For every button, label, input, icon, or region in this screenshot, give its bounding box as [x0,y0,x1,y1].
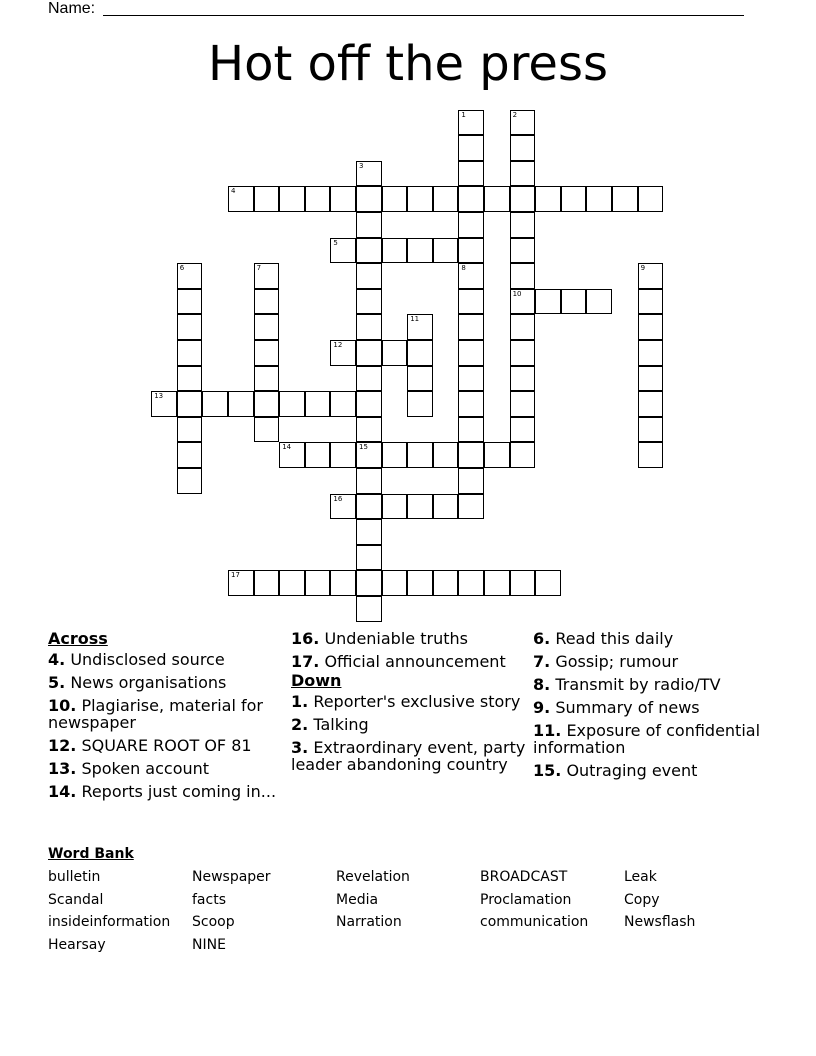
grid-cell[interactable] [458,263,484,289]
grid-cell[interactable] [407,442,433,468]
grid-cell[interactable] [561,289,587,315]
grid-cell[interactable] [382,340,408,366]
grid-cell[interactable] [177,340,203,366]
page-title: Hot off the press [208,36,608,92]
grid-cell[interactable] [254,417,280,443]
grid-cell[interactable] [177,366,203,392]
grid-cell[interactable] [612,186,638,212]
clue-across-17: 17. Official announcement [291,652,506,671]
grid-cell[interactable] [356,314,382,340]
grid-cell[interactable] [254,570,280,596]
grid-cell[interactable] [458,494,484,520]
word-bank-item: Scandal [48,891,104,908]
across-heading: Across [48,629,108,648]
clue-across-4: 4. Undisclosed source [48,650,225,669]
grid-cell[interactable] [279,442,305,468]
word-bank-title: Word Bank [48,846,134,862]
grid-cell[interactable] [356,494,382,520]
grid-cell[interactable] [330,238,356,264]
grid-cell[interactable] [458,186,484,212]
word-bank-item: Proclamation [480,891,572,908]
grid-cell[interactable] [458,161,484,187]
grid-cell[interactable] [356,186,382,212]
grid-cell[interactable] [382,570,408,596]
grid-cell[interactable] [356,596,382,622]
grid-cell[interactable] [228,570,254,596]
grid-cell[interactable] [458,238,484,264]
grid-cell[interactable] [356,391,382,417]
grid-cell[interactable] [279,570,305,596]
grid-cell[interactable] [510,110,536,136]
grid-cell[interactable] [177,468,203,494]
grid-cell[interactable] [433,186,459,212]
grid-cell[interactable] [586,186,612,212]
grid-cell[interactable] [484,186,510,212]
grid-cell[interactable] [510,366,536,392]
clue-down-1: 1. Reporter's exclusive story [291,692,521,711]
word-bank-item: NINE [192,936,226,953]
grid-cell[interactable] [305,391,331,417]
grid-cell[interactable] [177,314,203,340]
grid-cell[interactable] [433,494,459,520]
grid-cell[interactable] [177,442,203,468]
grid-cell[interactable] [433,570,459,596]
word-bank-item: Hearsay [48,936,106,953]
grid-cell[interactable] [254,314,280,340]
grid-cell[interactable] [330,570,356,596]
grid-cell[interactable] [561,186,587,212]
grid-cell[interactable] [228,391,254,417]
word-bank-item: Narration [336,914,402,930]
word-bank-item: BROADCAST [480,869,568,885]
grid-cell[interactable] [356,263,382,289]
grid-cell[interactable] [638,340,664,366]
grid-cell[interactable] [202,391,228,417]
grid-cell[interactable] [638,417,664,443]
clue-number: 9 [640,264,646,273]
grid-cell[interactable] [638,314,664,340]
clue-down-11: 11. Exposure of confidential information [533,721,761,757]
grid-cell[interactable] [382,238,408,264]
grid-cell[interactable] [638,186,664,212]
grid-cell[interactable] [510,314,536,340]
grid-cell[interactable] [407,340,433,366]
clue-number: 10 [512,289,522,298]
grid-cell[interactable] [254,391,280,417]
grid-cell[interactable] [254,263,280,289]
grid-cell[interactable] [356,570,382,596]
clue-number: 12 [333,341,343,349]
grid-cell[interactable] [151,391,177,417]
grid-cell[interactable] [535,289,561,315]
grid-cell[interactable] [458,340,484,366]
word-bank-item: Newsflash [624,914,696,930]
clues-column-1 [48,630,284,806]
grid-cell[interactable] [638,391,664,417]
grid-cell[interactable] [638,442,664,468]
clue-number: 7 [256,264,262,273]
clue-down-2: 2. Talking [291,715,369,734]
clue-number: 16 [333,494,343,503]
grid-cell[interactable] [356,468,382,494]
grid-cell[interactable] [458,314,484,340]
clues-column-2 [291,630,527,779]
grid-cell[interactable] [407,494,433,520]
grid-cell[interactable] [510,161,536,187]
clue-across-5: 5. News organisations [48,673,227,692]
grid-cell[interactable] [510,442,536,468]
clue-number: 11 [410,315,420,324]
grid-cell[interactable] [356,238,382,264]
grid-cell[interactable] [382,186,408,212]
grid-cell[interactable] [330,494,356,520]
grid-cell[interactable] [177,289,203,315]
grid-cell[interactable] [638,366,664,392]
clue-across-12: 12. SQUARE ROOT OF 81 [48,736,252,755]
word-bank-item: communication [480,914,589,930]
word-bank-item: Newspaper [192,869,271,885]
grid-cell[interactable] [279,186,305,212]
clues-column-3 [533,630,773,785]
name-label: Name: [48,0,96,17]
word-bank-item: Copy [624,891,660,908]
grid-cell[interactable] [177,391,203,417]
grid-cell[interactable] [330,340,356,366]
grid-cell[interactable] [407,186,433,212]
grid-cell[interactable] [356,545,382,571]
word-bank-item: bulletin [48,869,101,885]
grid-cell[interactable] [356,340,382,366]
clue-number: 6 [179,264,185,273]
grid-cell[interactable] [510,186,536,212]
down-heading: Down [291,671,342,690]
grid-cell[interactable] [458,135,484,161]
grid-cell[interactable] [407,570,433,596]
clue-down-7: 7. Gossip; rumour [533,652,679,671]
grid-cell[interactable] [510,263,536,289]
grid-cell[interactable] [305,186,331,212]
grid-cell[interactable] [510,135,536,161]
grid-cell[interactable] [356,417,382,443]
clue-down-15: 15. Outraging event [533,761,698,780]
clue-across-10: 10. Plagiarise, material for newspaper [48,696,263,732]
grid-cell[interactable] [356,442,382,468]
grid-cell[interactable] [458,570,484,596]
grid-cell[interactable] [484,570,510,596]
grid-cell[interactable] [535,186,561,212]
grid-cell[interactable] [458,212,484,238]
grid-cell[interactable] [330,442,356,468]
grid-cell[interactable] [305,442,331,468]
grid-cell[interactable] [356,212,382,238]
grid-cell[interactable] [177,417,203,443]
grid-cell[interactable] [254,340,280,366]
grid-cell[interactable] [330,186,356,212]
grid-cell[interactable] [177,263,203,289]
grid-cell[interactable] [382,494,408,520]
grid-cell[interactable] [510,340,536,366]
grid-cell[interactable] [356,519,382,545]
clue-across-14: 14. Reports just coming in... [48,782,277,801]
grid-cell[interactable] [458,468,484,494]
word-bank-item: Scoop [192,914,235,930]
grid-cell[interactable] [407,366,433,392]
grid-cell[interactable] [356,366,382,392]
grid-cell[interactable] [510,289,536,315]
grid-cell[interactable] [586,289,612,315]
grid-cell[interactable] [305,570,331,596]
clue-number: 2 [512,110,518,119]
clue-number: 17 [231,571,240,580]
grid-cell[interactable] [510,570,536,596]
clue-number: 1 [461,110,466,119]
clue-down-3: 3. Extraordinary event, party leader abandoning country [291,738,526,774]
grid-cell[interactable] [484,442,510,468]
grid-cell[interactable] [433,238,459,264]
word-bank-item: Revelation [336,869,410,885]
grid-cell[interactable] [510,238,536,264]
clue-number: 4 [231,187,236,196]
grid-cell[interactable] [458,110,484,136]
grid-cell[interactable] [254,289,280,315]
grid-cell[interactable] [433,442,459,468]
clue-down-9: 9. Summary of news [533,698,700,717]
word-bank [48,868,768,958]
grid-cell[interactable] [510,417,536,443]
clue-number: 13 [154,392,164,401]
clue-number: 3 [359,161,364,170]
clue-across-16: 16. Undeniable truths [291,629,468,648]
word-bank-item: facts [192,891,226,908]
grid-cell[interactable] [382,442,408,468]
word-bank-item: insideinformation [48,914,171,930]
grid-cell[interactable] [638,289,664,315]
grid-cell[interactable] [638,263,664,289]
grid-cell[interactable] [458,391,484,417]
grid-cell[interactable] [254,366,280,392]
grid-cell[interactable] [407,238,433,264]
grid-cell[interactable] [407,391,433,417]
word-bank-item: Leak [624,869,657,885]
grid-cell[interactable] [356,289,382,315]
grid-cell[interactable] [458,289,484,315]
clue-down-8: 8. Transmit by radio/TV [533,675,721,694]
grid-cell[interactable] [254,186,280,212]
grid-cell[interactable] [458,366,484,392]
grid-cell[interactable] [279,391,305,417]
clue-number: 8 [461,264,466,273]
grid-cell[interactable] [407,314,433,340]
clue-number: 5 [333,238,338,247]
clue-across-13: 13. Spoken account [48,759,210,778]
word-bank-item: Media [336,891,379,908]
clue-number: 15 [359,443,368,452]
grid-cell[interactable] [228,186,254,212]
grid-cell[interactable] [510,212,536,238]
grid-cell[interactable] [458,417,484,443]
grid-cell[interactable] [330,391,356,417]
grid-cell[interactable] [510,391,536,417]
grid-cell[interactable] [458,442,484,468]
grid-cell[interactable] [535,570,561,596]
clue-number: 14 [282,443,292,452]
clue-down-6: 6. Read this daily [533,629,674,648]
grid-cell[interactable] [356,161,382,187]
